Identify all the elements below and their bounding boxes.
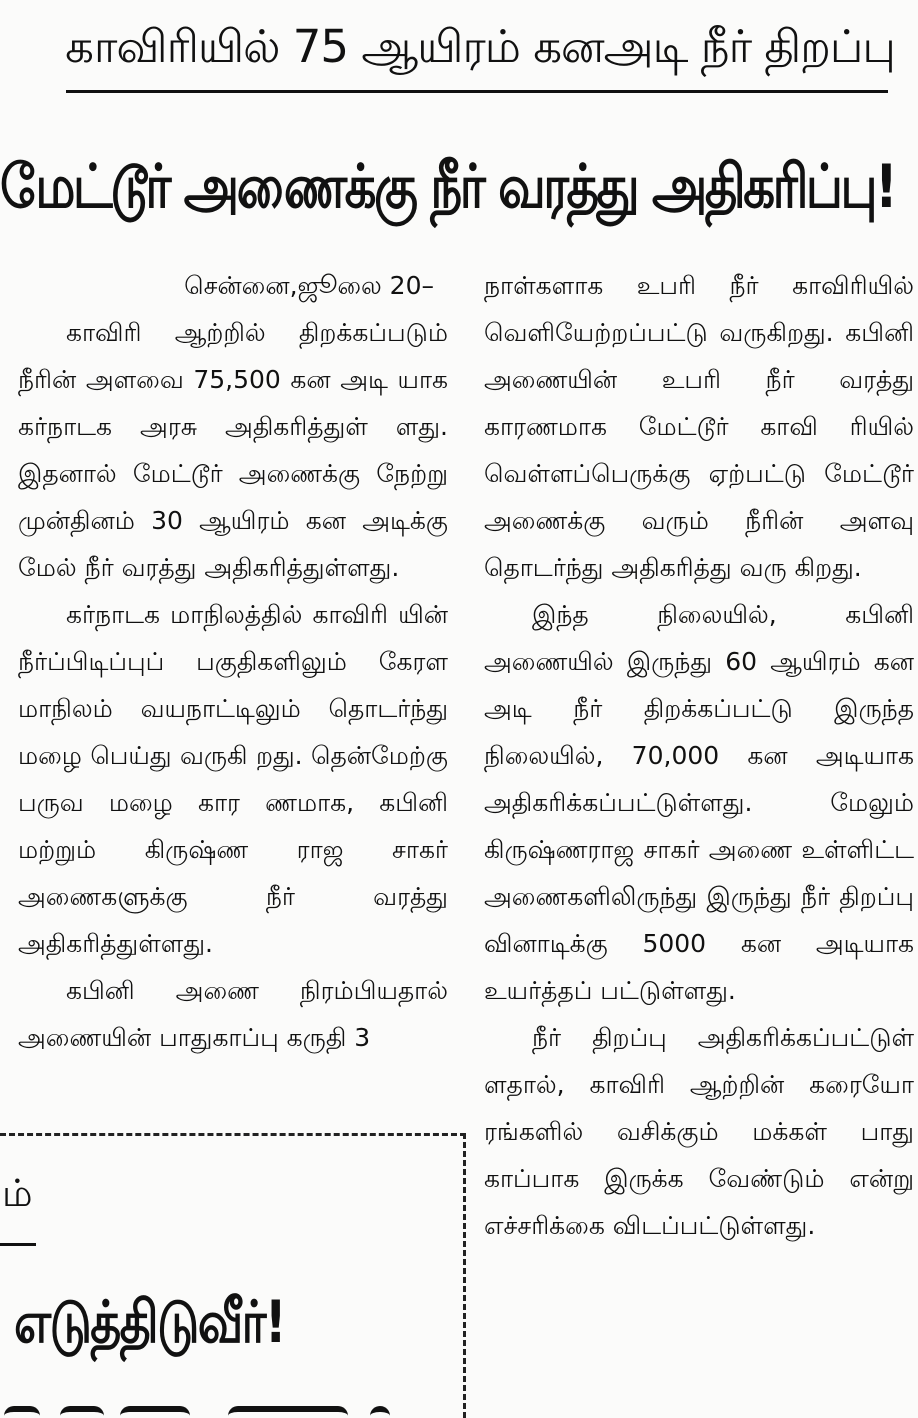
paragraph: நாள்களாக உபரி நீர் காவிரியில் வெளியேற்றப்பட்டு வருகிறது. கபினி அணையின் உபரி நீர் வரத்து காரணமாக மேட்டூர் காவி ரியில் வெள்ளப்பெருக்கு ஏற்பட்டு மேட்டூர் அணைக்கு வரும் நீரின் அளவு தொடர்ந்து அதிகரித்து வரு கிறது. — [484, 271, 914, 582]
box-divider — [0, 1243, 36, 1246]
article-column-2 — [484, 262, 914, 1249]
paragraph: காவிரி ஆற்றில் திறக்கப்படும் நீரின் அளவை 75,500 கன அடி யாக கர்நாடக அரசு அதிகரித்துள் ளது. இதனால் மேட்டூர் அணைக்கு நேற்று முன்தினம் 30 ஆயிரம் கன அடிக்கு மேல் நீர் வரத்து அதிகரித்துள்ளது. — [18, 318, 448, 582]
paragraph: கர்நாடக மாநிலத்தில் காவிரி யின் நீர்ப்பிடிப்புப் பகுதிகளிலும் கேரள மாநிலம் வயநாட்டிலும் தொடர்ந்து மழை பெய்து வருகி றது. தென்மேற்கு பருவ மழை கார ணமாக, கபினி மற்றும் கிருஷ்ண ராஜ சாகர் அணைகளுக்கு நீர் வரத்து அதிகரித்துள்ளது. — [18, 600, 448, 958]
paragraph: இந்த நிலையில், கபினி அணையில் இருந்து 60 ஆயிரம் கன அடி நீர் திறக்கப்பட்டு இருந்த நிலையில், 70,000 கன அடியாக அதிகரிக்கப்பட்டுள்ளது. மேலும் கிருஷ்ணராஜ சாகர் அணை உள்ளிட்ட அணைகளிலிருந்து இருந்து நீர் திறப்பு வினாடிக்கு 5000 கன அடியாக உயர்த்தப் பட்டுள்ளது. — [484, 600, 914, 1005]
box-cutoff-text — [0, 1394, 400, 1418]
box-headline: எடுத்திடுவீர்! — [14, 1288, 285, 1356]
box-dashed-border-top — [0, 1133, 466, 1136]
paragraph: கபினி அணை நிரம்பியதால் அணையின் பாதுகாப்பு கருதி 3 — [18, 976, 448, 1052]
paragraph: நீர் திறப்பு அதிகரிக்கப்பட்டுள் ளதால், காவிரி ஆற்றின் கரையோ ரங்களில் வசிக்கும் மக்கள் பாது காப்பாக இருக்க வேண்டும் என்று எச்சரிக்கை விடப்பட்டுள்ளது. — [484, 1023, 914, 1240]
kicker-divider — [66, 90, 888, 93]
article-column-1 — [18, 262, 448, 1061]
box-dashed-border-side — [463, 1133, 466, 1418]
dateline: சென்னை,ஜூலை 20– — [184, 271, 434, 300]
box-fragment-text: ம் — [2, 1171, 33, 1215]
main-headline: மேட்டூர் அணைக்கு நீர் வரத்து அதிகரிப்பு! — [0, 152, 896, 222]
kicker-headline: காவிரியில் 75 ஆயிரம் கனஅடி நீர் திறப்பு — [65, 20, 895, 73]
